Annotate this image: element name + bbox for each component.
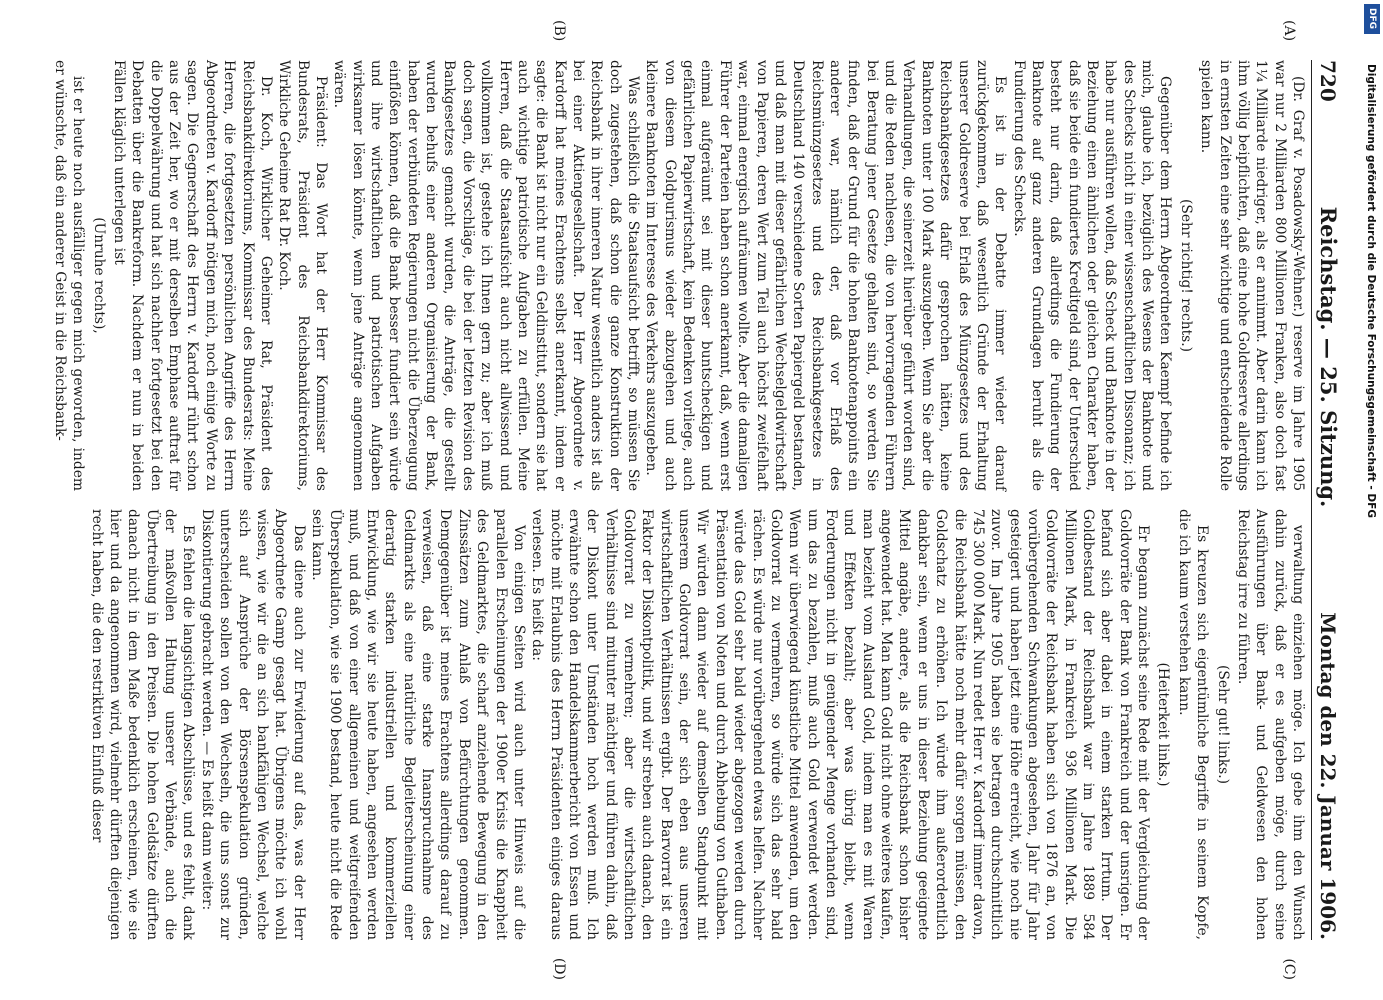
paragraph: (Heiterkeit links.) [1155, 662, 1172, 787]
paragraph: Er begann zunächst seine Rede mit der Vergleichung der Goldvorräte der Bank von Frankreich und der unsrigen. Er befand sich aber dabei in einem starken Irrtum. Der Goldbestand der Reichsbank war im Jahre 1889 584 Millionen Mark, in Frankreich 936 Millionen Mark. Die Goldvorräte der Reichsbank haben sich von 1876 an, von vorübergehenden Schwankungen abgesehen, Jahr für Jahr gesteigert und haben jetzt eine Höhe erreicht, wie noch nie zuvor. Im Jahre 1905 haben sie betragen durchschnittlich 745 300 000 Mark. Nun redet Herr v. Kardorff immer davon, die Reichsbank hätte noch mehr dafür sorgen müssen, den Goldschatz zu erhöhen. Ich würde ihm außerordentlich dankbar sein, wenn er uns in dieser Beziehung geeignete Mittel angäbe, andere, als die Reichsbank schon bisher angewendet hat. Man kann Gold nicht ohne weiteres kaufen, man bezieht vom Ausland Gold, indem man es mit Waren und Effekten bezahlt; aber was übrig bleibt, wenn Forderungen nicht in genügender Menge vorhanden sind, um das zu bezahlen, muß auch Gold verwendet werden. Wenn wir überwiegend künstliche Mittel anwenden, um den Goldvorrat zu vermehren, so würde sich das sehr bald rächen. Es würde nur vorübergehend etwas helfen. Nachher würde das Gold sehr bald wieder abgezogen werden durch Präsentation von Noten und durch Abhebung von Guthaben. Wir würden dann wieder auf demselben Standpunkt mit unserem Goldvorrat sein, der sich eben aus unseren wirtschaftlichen Verhältnissen ergibt. Der Barvorrat ist ein Faktor der Diskontpolitik, und wir streben auch danach, den Goldvorrat zu vermehren; aber die wirtschaftlichen Verhältnisse sind mitunter mächtiger und führen dahin, daß der Diskont unter Umständen hoch werden muß. Ich erwähnte schon den Handelskammerbericht von Essen und möchte mit Erlaubnis des Herrn Präsidenten einiges daraus verlesen. Es heißt da: [529, 509, 1152, 940]
page-number: 720 [1316, 60, 1340, 102]
paragraph: Es fehlen die langsichtigen Abschlüsse, und es fehlt, dank der maßvollen Haltung unserer Verbände, auch die Übertreibung in den Preisen. Die hohen Geldsätze dürften danach nicht in dem Maße bedenklich erscheinen, wie sie hier und da angenommen wird, vielmehr dürften diejenigen recht haben, die den restriktiven Einfluß dieser [88, 509, 197, 940]
paragraph: (Dr. Graf v. Posadowsky-Wehner.) reserve im Jahre 1905 war nur 2 Milliarden 800 Millionen Franken, also doch fast 1¼ Milliarde niedriger, als er annimmt. Aber darin kann ich ihm völlig beipflichten, daß eine hohe Goldreserve allerdings in ernsten Zeiten eine sehr wichtige und entscheidende Rolle spielen kann. [1198, 60, 1306, 491]
session-date: Montag den 22. Januar 1906. [1316, 612, 1340, 940]
paragraph: (Sehr richtig! rechts.) [1177, 199, 1194, 352]
paragraph: verwaltung einziehen möge. Ich gebe ihm den Wunsch dahin zurück, daß er es aufgeben möge, durch seine Ausführungen über Bank- und Geldwesen den hohen Reichstag irre zu führen. [1234, 509, 1306, 940]
paragraph: Dr. Koch, Wirklicher Geheimer Rat, Präsident des Reichsbankdirektoriums, Kommissar des Bundesrats: Meine Herren, die fortgesetzten persönlichen Angriffe des Herrn Abgeordneten v. Kardorff nötigen mich, noch einige Worte zu sagen. Die Gegnerschaft des Herrn v. Kardorff rührt schon aus der Zeit her, wo er mit derselben Emphase auftrat für die Doppelwährung und hat sich nachher fortgesetzt bei den Debatten über die Bankreform. Nachdem er nun in beiden Fällen kläglich unterlegen ist [111, 60, 274, 491]
page-header [1311, 60, 1341, 940]
right-column [51, 509, 1307, 940]
session-title: Reichstag. — 25. Sitzung. [1316, 206, 1341, 508]
paragraph: (Unruhe rechts), [90, 217, 107, 334]
marker-d: (D) [551, 957, 567, 980]
paragraph: Präsident: Das Wort hat der Herr Kommissar des Bundesrats, Präsident des Reichsbankdirektoriums, Wirkliche Geheime Rat Dr. Koch. [276, 60, 329, 491]
paragraph: (Sehr gut! links.) [1214, 665, 1231, 784]
dfg-logo: DFG [1364, 4, 1380, 34]
marker-b: (B) [551, 20, 567, 42]
digitization-credit [1361, 40, 1381, 960]
paragraph: Von einigen Seiten wird auch unter Hinweis auf die parallelen Erscheinungen der 1900er Krisis die Knappheit des Geldmarktes, die scharf anziehende Bewegung in den Zinssätzen zum Anlaß von Befürchtungen genommen. Demgegenüber ist meines Erachtens allerdings darauf zu verweisen, daß eine starke Inanspruchnahme des Geldmarkts als eine natürliche Begleiterscheinung einer derartig starken industriellen und kommerziellen Entwicklung, wie wir sie heute haben, angesehen werden muß, und daß von einer allgemeinen und weitgreifenden Überspekulation, wie sie 1900 bestand, heute nicht die Rede sein kann. [308, 509, 527, 940]
credit-text: Digitalisierung gefördert durch die Deutsche Forschungsgemeinschaft - DFG [1365, 64, 1377, 518]
paragraph: Es kreuzen sich eigentümliche Begriffe in seinem Kopfe, die ich kaum verstehen kann. [1175, 509, 1211, 940]
paragraph: Was schließlich die Staatsaufsicht betrifft, so müssen Sie doch zugestehen, daß schon die ganze Konstruktion der Reichsbank in ihrer inneren Natur wesentlich anders ist als bei einer Aktiengesellschaft. Der Herr Abgeordnete v. Kardorff hat meines Erachtens selbst anerkannt, indem er sagte: die Bank ist nicht nur ein Geldinstitut, sondern sie hat auch wichtige patriotische Aufgaben zu erfüllen. Meine Herren, daß die Staatsaufsicht auch nicht allwissend und vollkommen ist, gestehe ich Ihnen gern zu; aber ich muß doch sagen, die Vorschläge, die bei der letzten Revision des Bankgesetzes gemacht wurden, die Anträge, die gestellt wurden behufs einer anderen Organisierung der Bank, haben der verbündeten Regierungen nicht die Überzeugung einflößen können, daß die Bank besser fundiert sein würde und ihre wirtschaftlichen und patriotischen Aufgaben wirksamer lösen könnte, wenn jene Anträge angenommen wären. [331, 60, 642, 491]
paragraph: Es ist in der Debatte immer wieder darauf zurückgekommen, daß wesentlich Gründe der Erhaltung unserer Goldreserve bei Erlaß des Münzgesetzes und des Reichsbankgesetzes dafür gesprochen hätten, keine Banknoten unter 100 Mark auszugeben. Wenn Sie aber die Verhandlungen, die seinerzeit hierüber geführt worden sind, und die Reden nachlesen, die von hervorragenden Führern bei Beratung jener Gesetze gehalten sind, so werden Sie finden, daß der Grund für die hohen Banknotenappoints ein anderer war, nämlich der, daß vor Erlaß des Reichsmünzgesetzes und des Reichsbankgesetzes in Deutschland 140 verschiedene Sorten Papiergeld bestanden, und daß man mit dieser gefährlichen Wechselgeldwirtschaft von Papieren, deren Wert zum Teil auch höchst zweifelhaft war, einmal energisch aufräumen wollte. Aber die damaligen Führer der Parteien haben schon anerkannt, daß, wenn erst einmal aufgeräumt sei mit dieser buntscheckigen und gefährlichen Papierwirtschaft, kein Bedenken vorliege, auch von diesem Goldpurismus wieder abzugehen und auch kleinere Banknoten im Interesse des Verkehrs auszugeben. [643, 60, 1009, 491]
marker-a: (A) [1281, 20, 1297, 42]
paragraph: Gegenüber dem Herrn Abgeordneten Kaempf befinde ich mich, glaube ich, bezüglich des Wesens der Banknote und des Schecks nicht in einer wissenschaftlichen Dissonanz; ich habe nur ausführen wollen, daß Scheck und Banknote in der Beziehung einen ähnlichen oder gleichen Charakter haben, daß sie beide ein fundiertes Kreditgeld sind, der Unterschied besteht nur darin, daß allerdings die Fundierung der Banknote auf ganz anderen Grundlagen beruht als die Fundierung des Schecks. [1010, 60, 1174, 491]
text-columns [51, 20, 1307, 980]
paragraph: ist er heute noch ausfälliger gegen mich geworden, indem er wünschte, daß ein anderer Geist in die Reichsbank- [51, 60, 87, 491]
marker-c: (C) [1281, 958, 1297, 980]
left-column [51, 60, 1307, 491]
paragraph: Das diene auch zur Erwiderung auf das, was der Herr Abgeordnete Gamp gesagt hat. Übrigens möchte ich wohl wissen, wie wir die an sich bankfähigen Wechsel, welche sich auf Ansprüche der Börsenspekulation gründen, unterscheiden sollen von den Wechseln, die uns sonst zur Diskontierung gebracht werden. — Es heißt dann weiter: [198, 509, 307, 940]
